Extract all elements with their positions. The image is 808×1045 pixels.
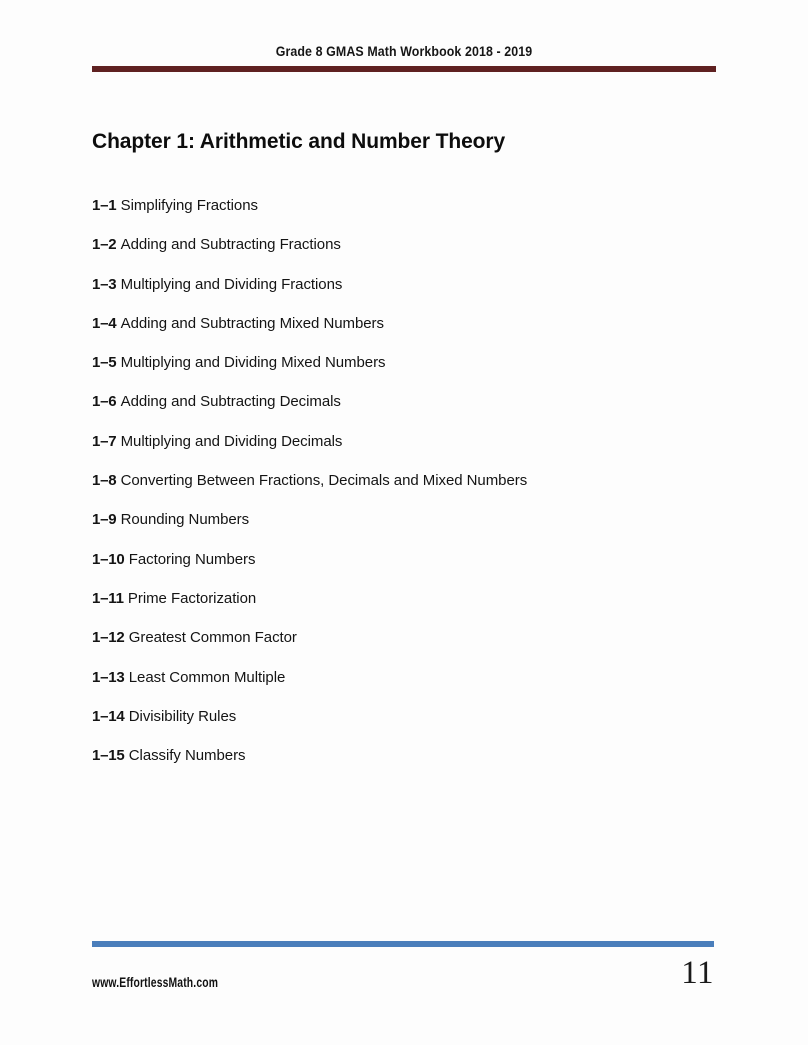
toc-item-number: 1–9 (92, 511, 117, 529)
list-item[interactable] (92, 668, 722, 707)
toc-item-label: Simplifying Fractions (120, 197, 258, 214)
toc-item-label: Divisibility Rules (128, 707, 237, 725)
toc-item-label: Multiplying and Dividing Mixed Numbers (120, 354, 386, 372)
list-item[interactable] (92, 550, 722, 589)
footer-divider (92, 941, 714, 947)
toc-item-number: 1–4 (92, 314, 117, 332)
page-footer (92, 941, 716, 990)
toc-item-number: 1–2 (92, 236, 117, 254)
toc-item-number: 1–14 (92, 707, 125, 725)
list-item[interactable] (92, 628, 722, 667)
toc-item-number: 1–12 (92, 629, 125, 647)
page-title: Chapter 1: Arithmetic and Number Theory (92, 130, 506, 153)
header-divider (92, 66, 716, 72)
toc-item-number: 1–10 (92, 550, 125, 568)
page-header (92, 44, 716, 72)
list-item[interactable] (92, 353, 722, 392)
toc-item-number: 1–1 (92, 197, 117, 214)
toc-item-label: Prime Factorization (127, 589, 257, 607)
toc-item-number: 1–8 (92, 472, 117, 490)
toc-item-label: Multiplying and Dividing Decimals (120, 432, 343, 450)
list-item[interactable] (92, 275, 722, 314)
table-of-contents-list (92, 196, 722, 785)
toc-item-label: Least Common Multiple (128, 668, 286, 686)
toc-item-number: 1–13 (92, 668, 125, 686)
list-item[interactable] (92, 392, 722, 431)
list-item[interactable] (92, 746, 722, 785)
toc-item-label: Adding and Subtracting Decimals (120, 393, 341, 411)
list-item[interactable] (92, 432, 722, 471)
toc-item-label: Greatest Common Factor (128, 629, 297, 647)
toc-item-label: Adding and Subtracting Mixed Numbers (120, 314, 384, 332)
toc-item-number: 1–5 (92, 354, 117, 372)
list-item[interactable] (92, 707, 722, 746)
page-number: 11 (681, 955, 714, 991)
website-url[interactable]: www.EffortlessMath.com (92, 974, 219, 990)
list-item[interactable] (92, 471, 722, 510)
list-item[interactable] (92, 589, 722, 628)
list-item[interactable] (92, 510, 722, 549)
toc-item-label: Multiplying and Dividing Fractions (120, 275, 343, 293)
toc-item-number: 1–3 (92, 275, 117, 293)
toc-item-label: Factoring Numbers (128, 550, 256, 568)
list-item[interactable] (92, 196, 722, 235)
toc-item-label: Classify Numbers (128, 747, 246, 765)
toc-item-number: 1–6 (92, 393, 117, 411)
toc-item-label: Adding and Subtracting Fractions (120, 236, 341, 254)
header-title: Grade 8 GMAS Math Workbook 2018 - 2019 (275, 44, 533, 59)
toc-item-label: Rounding Numbers (120, 511, 250, 529)
toc-item-number: 1–11 (92, 589, 124, 607)
toc-item-number: 1–15 (92, 747, 125, 765)
toc-item-label: Converting Between Fractions, Decimals and Mixed Numbers (120, 472, 528, 490)
toc-item-number: 1–7 (92, 432, 117, 450)
list-item[interactable] (92, 314, 722, 353)
footer-row (92, 957, 714, 990)
list-item[interactable] (92, 235, 722, 274)
